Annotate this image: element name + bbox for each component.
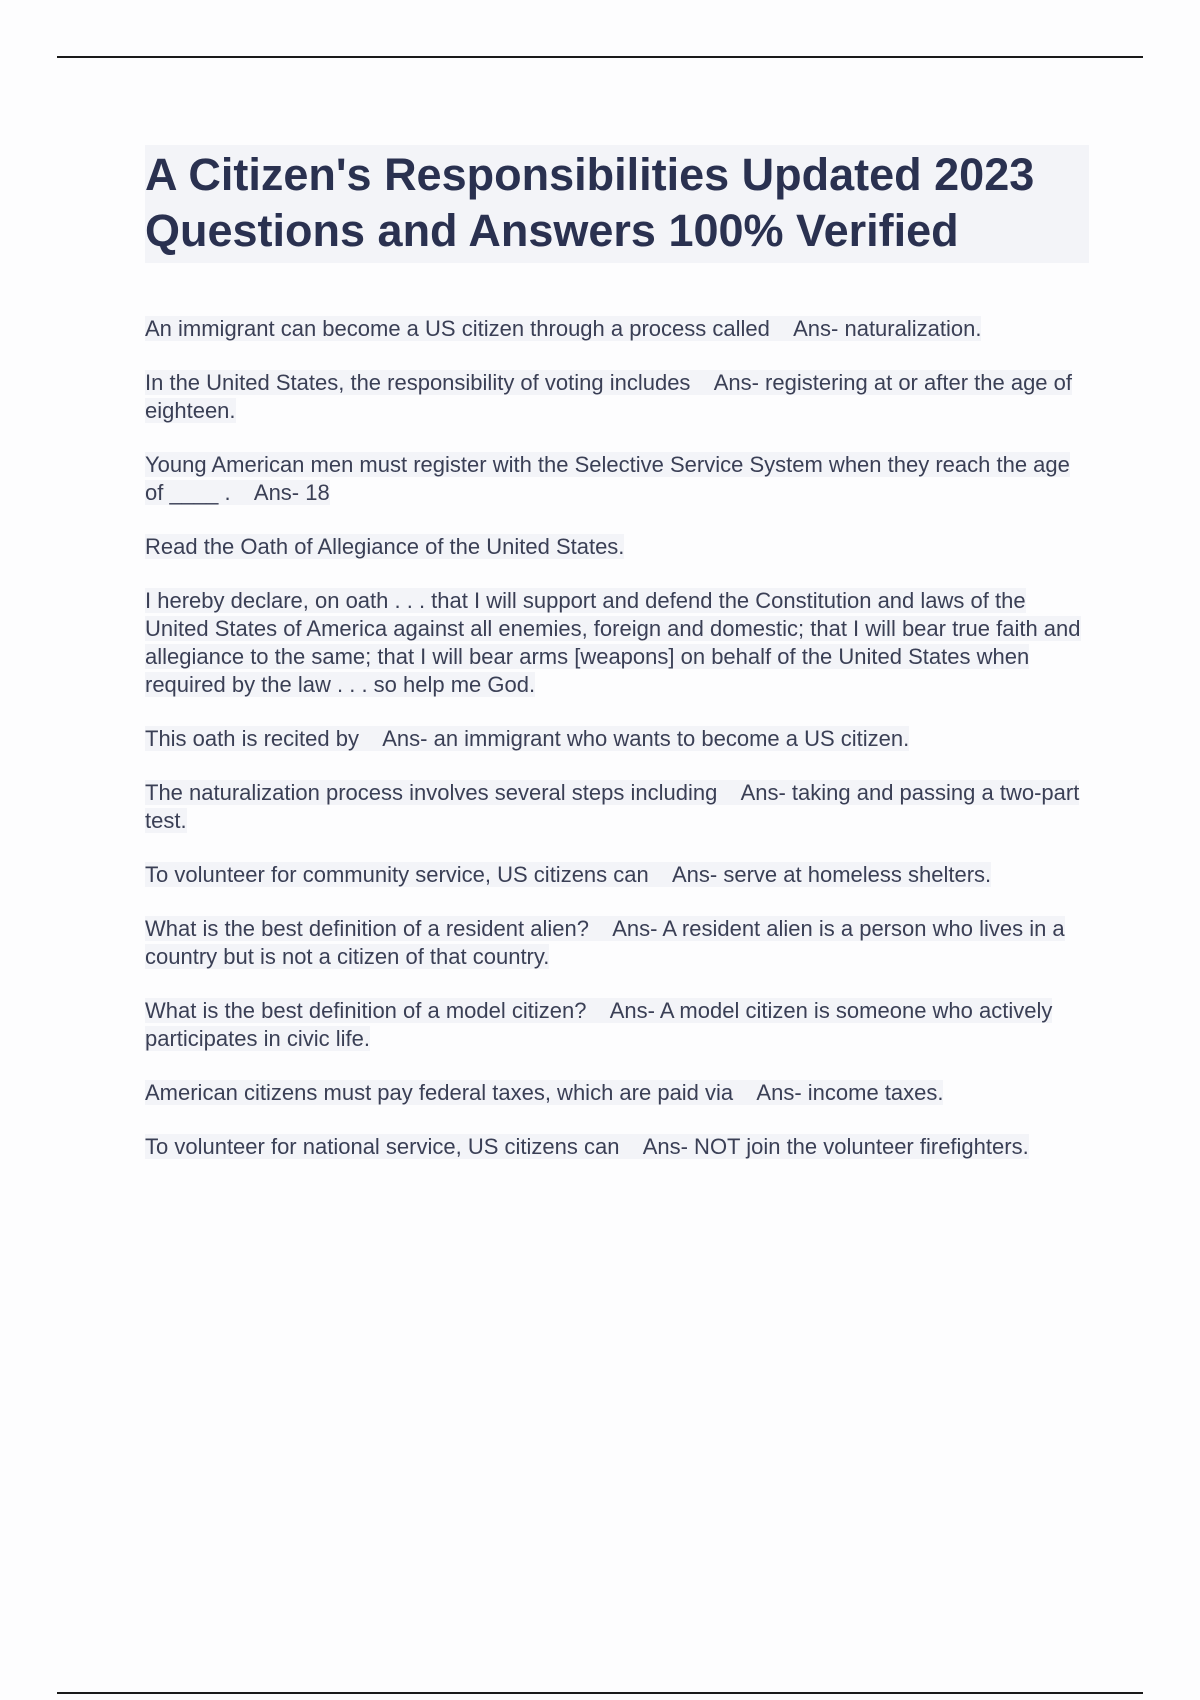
qa-item [145, 915, 1089, 971]
question-text: What is the best definition of a model citizen? [145, 998, 587, 1023]
question-text: This oath is recited by [145, 726, 359, 751]
answer-text: Ans- taking and passing a two-part test. [145, 780, 1080, 833]
qa-item [145, 861, 1089, 889]
document-title: A Citizen's Responsibilities Updated 2023 Questions and Answers 100% Verified [145, 149, 1035, 256]
question-text: American citizens must pay federal taxes, which are paid via [145, 1080, 734, 1105]
oath-text: I hereby declare, on oath . . . that I will support and defend the Constitution and laws of the United States of America against all enemies, foreign and domestic; that I will bear true faith and allegiance to the same; that I will bear arms [weapons] on behalf of the United States when required by the law . . . so help me God. [145, 588, 1081, 697]
answer-text: Ans- naturalization. [793, 316, 982, 341]
qa-item [145, 369, 1089, 425]
question-text: The naturalization process involves several steps including [145, 780, 718, 805]
top-rule [57, 56, 1143, 58]
question-text: Young American men must register with the Selective Service System when they reach the age of ____ . [145, 452, 1070, 505]
question-text: To volunteer for national service, US citizens can [145, 1134, 620, 1159]
question-text: In the United States, the responsibility of voting includes [145, 370, 691, 395]
question-text: To volunteer for community service, US citizens can [145, 862, 649, 887]
question-text: Read the Oath of Allegiance of the United States. [145, 534, 625, 559]
bottom-rule [57, 1692, 1143, 1694]
qa-item [145, 315, 1089, 343]
answer-text: Ans- 18 [253, 480, 330, 505]
qa-item [145, 533, 1089, 561]
qa-item [145, 587, 1089, 699]
qa-list [145, 315, 1089, 1161]
qa-item [145, 997, 1089, 1053]
answer-text: Ans- registering at or after the age of eighteen. [145, 370, 1072, 423]
question-text: An immigrant can become a US citizen through a process called [145, 316, 770, 341]
title-block [145, 145, 1089, 263]
answer-text: Ans- serve at homeless shelters. [672, 862, 992, 887]
answer-text: Ans- NOT join the volunteer firefighters. [642, 1134, 1029, 1159]
question-text: What is the best definition of a resident alien? [145, 916, 589, 941]
qa-item [145, 725, 1089, 753]
answer-text: Ans- income taxes. [756, 1080, 944, 1105]
answer-text: Ans- A resident alien is a person who lives in a country but is not a citizen of that country. [145, 916, 1065, 969]
document-body [145, 145, 1089, 1187]
qa-item [145, 1079, 1089, 1107]
qa-item [145, 779, 1089, 835]
answer-text: Ans- A model citizen is someone who actively participates in civic life. [145, 998, 1053, 1051]
answer-text: Ans- an immigrant who wants to become a US citizen. [382, 726, 910, 751]
qa-item [145, 451, 1089, 507]
qa-item [145, 1133, 1089, 1161]
